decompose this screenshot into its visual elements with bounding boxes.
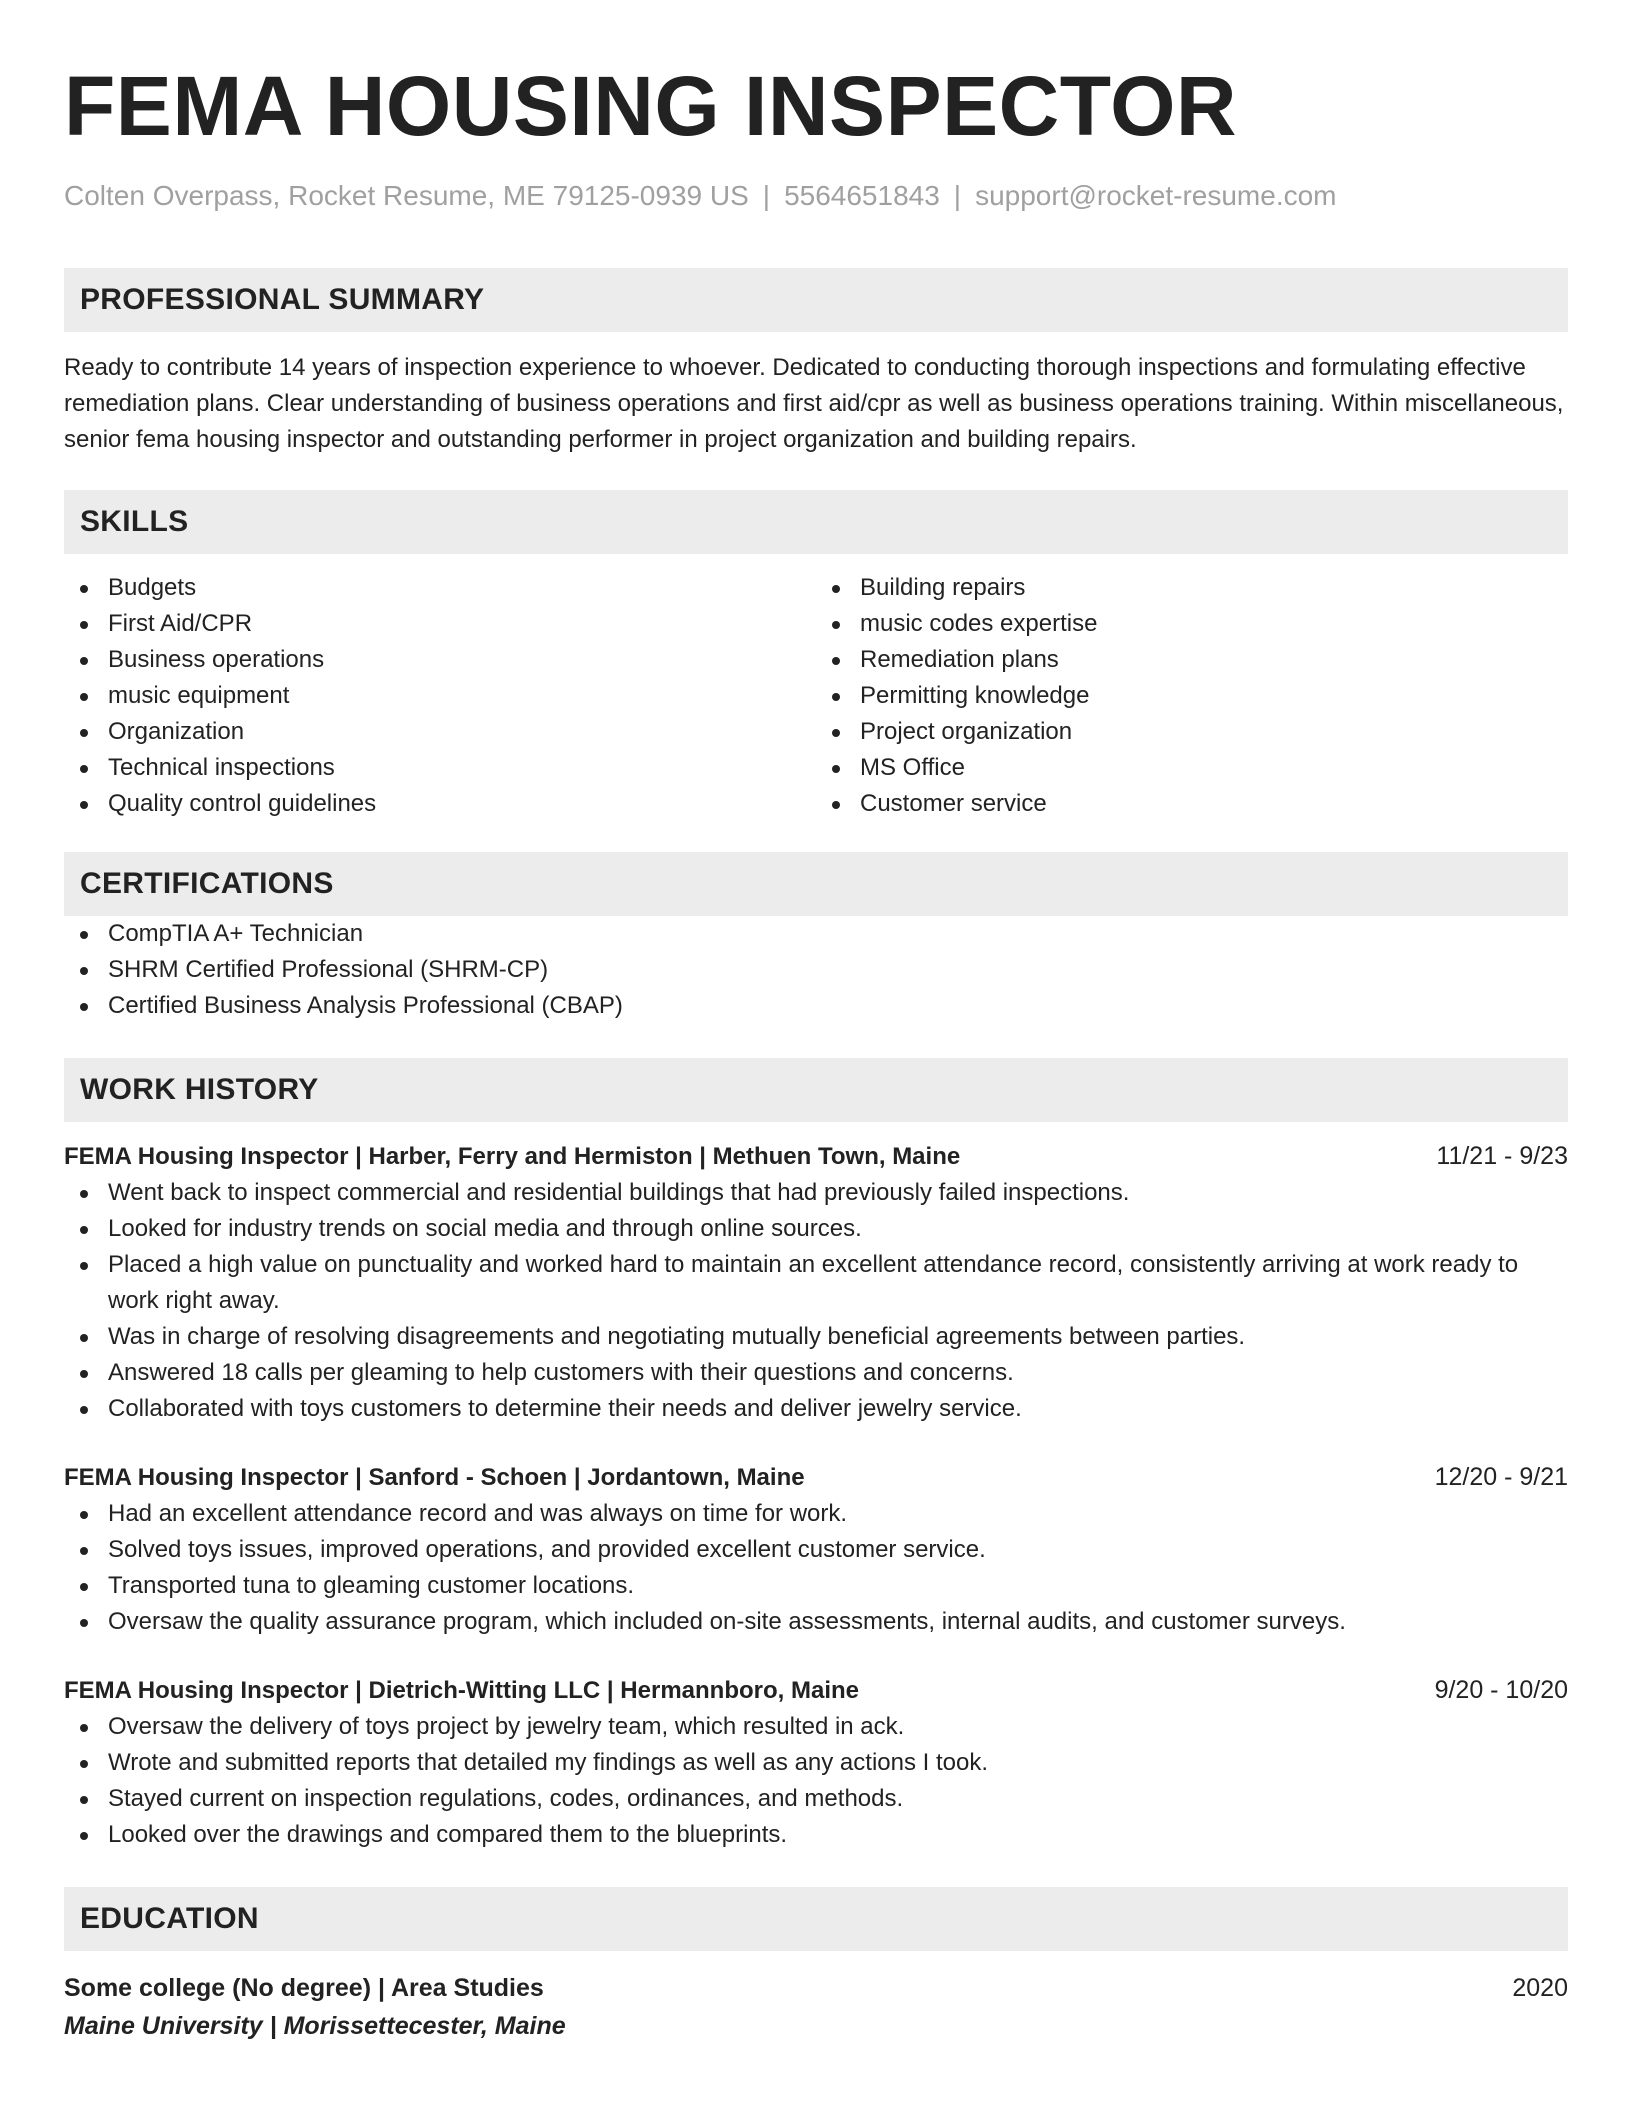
job-entry — [64, 1459, 1568, 1640]
skill-item: First Aid/CPR — [64, 606, 816, 642]
contact-email: support@rocket-resume.com — [975, 180, 1337, 211]
job-heading: FEMA Housing Inspector | Sanford - Schoen | Jordantown, Maine — [64, 1464, 805, 1491]
skill-item: Organization — [64, 714, 816, 750]
job-bullet: Had an excellent attendance record and was always on time for work. — [64, 1496, 1568, 1532]
skill-item: music equipment — [64, 678, 816, 714]
contact-address: Colten Overpass, Rocket Resume, ME 79125-0939 US — [64, 180, 749, 211]
job-dates: 12/20 - 9/21 — [1434, 1463, 1568, 1491]
job-bullet: Transported tuna to gleaming customer locations. — [64, 1568, 1568, 1604]
skills-column-right — [816, 570, 1568, 822]
skills-column-left — [64, 570, 816, 822]
job-bullet: Stayed current on inspection regulations, codes, ordinances, and methods. — [64, 1781, 1568, 1817]
section-heading-education: EDUCATION — [64, 1887, 1568, 1951]
certifications-list — [64, 916, 1568, 1024]
job-bullet: Looked for industry trends on social media and through online sources. — [64, 1211, 1568, 1247]
education-school: Maine University | Morissettecester, Maine — [64, 2012, 566, 2040]
job-bullet: Went back to inspect commercial and residential buildings that had previously failed inspections. — [64, 1175, 1568, 1211]
section-heading-skills: SKILLS — [64, 490, 1568, 554]
job-bullet: Collaborated with toys customers to determine their needs and deliver jewelry service. — [64, 1391, 1568, 1427]
job-entry — [64, 1672, 1568, 1853]
skill-item: music codes expertise — [816, 606, 1568, 642]
job-bullet: Was in charge of resolving disagreements and negotiating mutually beneficial agreements between parties. — [64, 1319, 1568, 1355]
section-heading-certifications: CERTIFICATIONS — [64, 852, 1568, 916]
job-heading: FEMA Housing Inspector | Harber, Ferry and Hermiston | Methuen Town, Maine — [64, 1143, 961, 1170]
job-bullet: Solved toys issues, improved operations, and provided excellent customer service. — [64, 1532, 1568, 1568]
job-heading-row — [64, 1459, 1568, 1496]
skill-item: Customer service — [816, 786, 1568, 822]
job-bullets — [64, 1496, 1568, 1640]
job-bullet: Answered 18 calls per gleaming to help customers with their questions and concerns. — [64, 1355, 1568, 1391]
job-dates: 11/21 - 9/23 — [1436, 1142, 1568, 1170]
contact-phone: 5564651843 — [784, 180, 940, 211]
contact-separator: | — [953, 180, 962, 211]
education-heading-row — [64, 1969, 1568, 2007]
job-heading-row — [64, 1138, 1568, 1175]
education-year: 2020 — [1512, 1974, 1568, 2002]
job-bullet: Wrote and submitted reports that detailed my findings as well as any actions I took. — [64, 1745, 1568, 1781]
job-bullet: Oversaw the quality assurance program, which included on-site assessments, internal audits, and customer surveys. — [64, 1604, 1568, 1640]
education-degree: Some college (No degree) | Area Studies — [64, 1974, 544, 2002]
certification-item: SHRM Certified Professional (SHRM-CP) — [64, 952, 1568, 988]
skill-item: Project organization — [816, 714, 1568, 750]
skill-item: Technical inspections — [64, 750, 816, 786]
skill-item: Building repairs — [816, 570, 1568, 606]
job-heading-row — [64, 1672, 1568, 1709]
skill-item: MS Office — [816, 750, 1568, 786]
candidate-title: FEMA HOUSING INSPECTOR — [64, 59, 1238, 153]
skills-list-left — [64, 570, 816, 822]
skill-item: Business operations — [64, 642, 816, 678]
skill-item: Quality control guidelines — [64, 786, 816, 822]
job-entry — [64, 1138, 1568, 1427]
job-bullet: Placed a high value on punctuality and worked hard to maintain an excellent attendance record, consistently arriving at work ready to work right away. — [64, 1247, 1568, 1319]
summary-text: Ready to contribute 14 years of inspection experience to whoever. Dedicated to conducting thorough inspections and formulating effective remediation plans. Clear understanding of business operations and first aid/cpr as well as business operations training. Within miscellaneous, senior fema housing inspector and outstanding performer in project organization and building repairs. — [64, 354, 1564, 453]
job-dates: 9/20 - 10/20 — [1434, 1676, 1568, 1704]
skill-item: Remediation plans — [816, 642, 1568, 678]
section-heading-summary: PROFESSIONAL SUMMARY — [64, 268, 1568, 332]
job-heading: FEMA Housing Inspector | Dietrich-Witting LLC | Hermannboro, Maine — [64, 1677, 859, 1704]
certification-item: CompTIA A+ Technician — [64, 916, 1568, 952]
skill-item: Budgets — [64, 570, 816, 606]
skills-grid — [64, 570, 1568, 822]
contact-line — [64, 178, 1568, 214]
skills-list-right — [816, 570, 1568, 822]
job-bullet: Looked over the drawings and compared them to the blueprints. — [64, 1817, 1568, 1853]
skill-item: Permitting knowledge — [816, 678, 1568, 714]
certification-item: Certified Business Analysis Professional (CBAP) — [64, 988, 1568, 1024]
job-bullets — [64, 1175, 1568, 1427]
job-bullet: Oversaw the delivery of toys project by jewelry team, which resulted in ack. — [64, 1709, 1568, 1745]
section-heading-work-history: WORK HISTORY — [64, 1058, 1568, 1122]
job-bullets — [64, 1709, 1568, 1853]
contact-separator: | — [762, 180, 771, 211]
